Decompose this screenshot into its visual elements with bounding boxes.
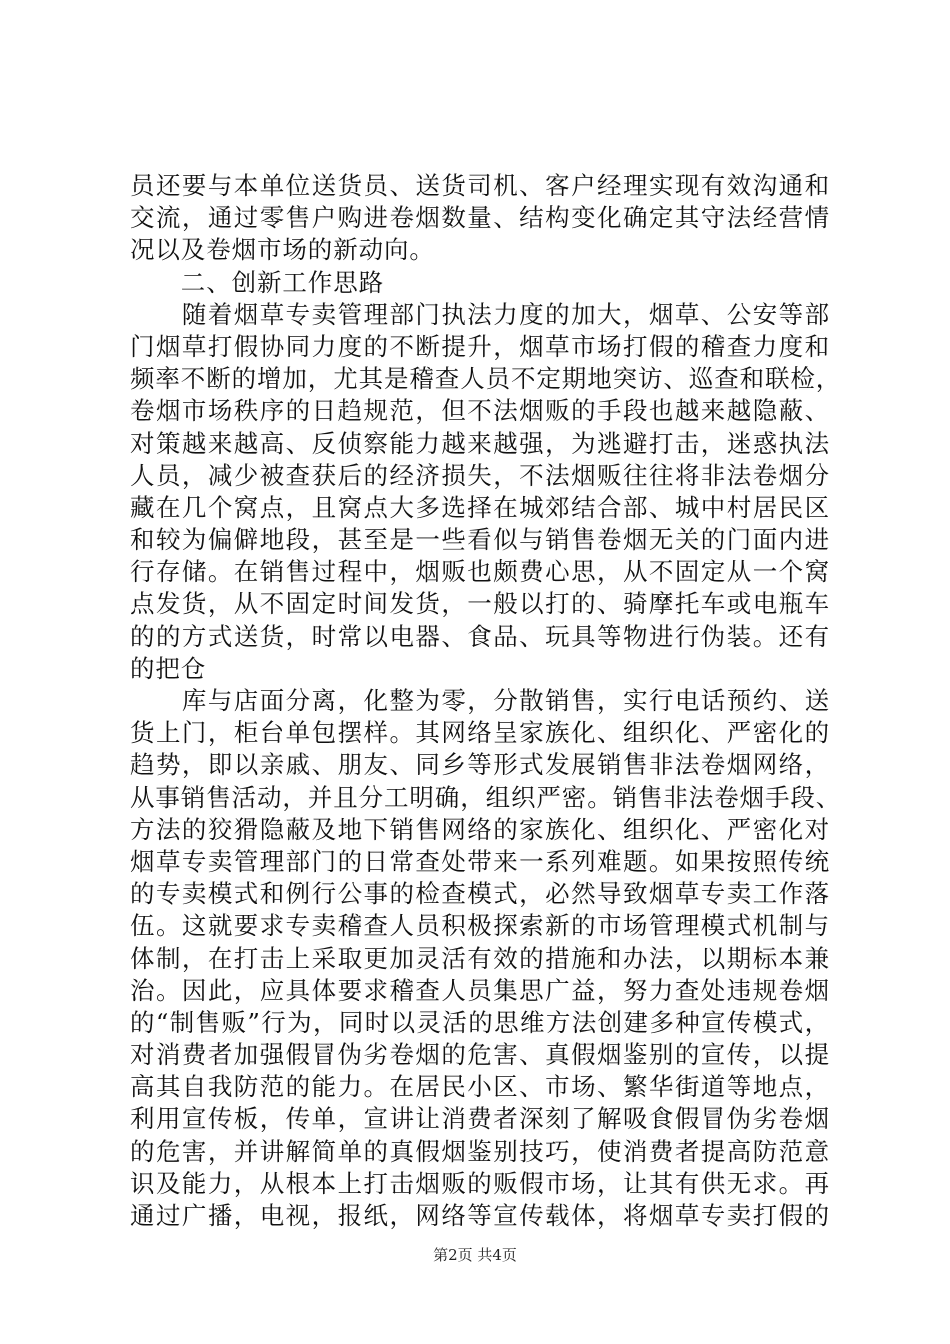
text-line: 对消费者加强假冒伪劣卷烟的危害、真假烟鉴别的宣传，以提 <box>130 1040 830 1070</box>
text-line: 库与店面分离，化整为零，分散销售，实行电话预约、送 <box>130 686 830 715</box>
text-line: 的把仓 <box>130 653 207 683</box>
text-line: 门烟草打假协同力度的不断提升，烟草市场打假的稽查力度和 <box>130 331 830 361</box>
text-line: 利用宣传板，传单，宣讲让消费者深刻了解吸食假冒伪劣卷烟 <box>130 1104 830 1134</box>
text-line: 交流，通过零售户购进卷烟数量、结构变化确定其守法经营情 <box>130 203 830 233</box>
text-line: 况以及卷烟市场的新动向。 <box>130 235 435 265</box>
text-line: 从事销售活动，并且分工明确，组织严密。销售非法卷烟手段、 <box>130 782 842 812</box>
text-line: 频率不断的增加，尤其是稽查人员不定期地突访、巡查和联检， <box>130 364 842 394</box>
text-line: 随着烟草专卖管理部门执法力度的加大，烟草、公安等部 <box>130 299 830 329</box>
text-line: 的的方式送货，时常以电器、食品、玩具等物进行伪装。还有 <box>130 621 830 651</box>
body-text <box>130 170 842 1232</box>
text-line: 体制，在打击上采取更加灵活有效的措施和办法，以期标本兼 <box>130 943 830 973</box>
text-line: 行存储。在销售过程中，烟贩也颇费心思，从不固定从一个窝 <box>130 557 830 587</box>
text-line: 伍。这就要求专卖稽查人员积极探索新的市场管理模式机制与 <box>130 911 830 941</box>
text-line: 治。因此，应具体要求稽查人员集思广益，努力查处违规卷烟 <box>130 975 830 1005</box>
text-line: 识及能力，从根本上打击烟贩的贩假市场，让其有供无求。再 <box>130 1168 830 1198</box>
text-line: 货上门，柜台单包摆样。其网络呈家族化、组织化、严密化的 <box>130 718 830 748</box>
text-line: 方法的狡猾隐蔽及地下销售网络的家族化、组织化、严密化对 <box>130 814 830 844</box>
text-line: 的“制售贩”行为，同时以灵活的思维方法创建多种宣传模式， <box>130 1007 830 1037</box>
text-line: 对策越来越高、反侦察能力越来越强，为逃避打击，迷惑执法 <box>130 428 830 458</box>
text-line: 和较为偏僻地段，甚至是一些看似与销售卷烟无关的门面内进 <box>130 525 830 555</box>
text-line: 趋势，即以亲戚、朋友、同乡等形式发展销售非法卷烟网络， <box>130 750 830 780</box>
text-line: 卷烟市场秩序的日趋规范，但不法烟贩的手段也越来越隐蔽、 <box>130 396 830 426</box>
text-line: 员还要与本单位送货员、送货司机、客户经理实现有效沟通和 <box>130 171 830 200</box>
text-line: 人员，减少被查获后的经济损失，不法烟贩往往将非法卷烟分 <box>130 460 830 490</box>
text-line: 点发货，从不固定时间发货，一般以打的、骑摩托车或电瓶车 <box>130 589 830 619</box>
text-line: 烟草专卖管理部门的日常查处带来一系列难题。如果按照传统 <box>130 846 830 876</box>
text-line: 藏在几个窝点，且窝点大多选择在城郊结合部、城中村居民区 <box>130 492 830 522</box>
text-line: 通过广播，电视，报纸，网络等宣传载体，将烟草专卖打假的 <box>130 1201 830 1230</box>
text-line: 高其自我防范的能力。在居民小区、市场、繁华街道等地点， <box>130 1072 830 1102</box>
text-line: 的专卖模式和例行公事的检查模式，必然导致烟草专卖工作落 <box>130 879 830 909</box>
section-heading: 二、创新工作思路 <box>130 267 384 297</box>
page-number-footer: 第2页 共4页 <box>433 1246 517 1264</box>
text-line: 的危害，并讲解简单的真假烟鉴别技巧，使消费者提高防范意 <box>130 1136 830 1166</box>
